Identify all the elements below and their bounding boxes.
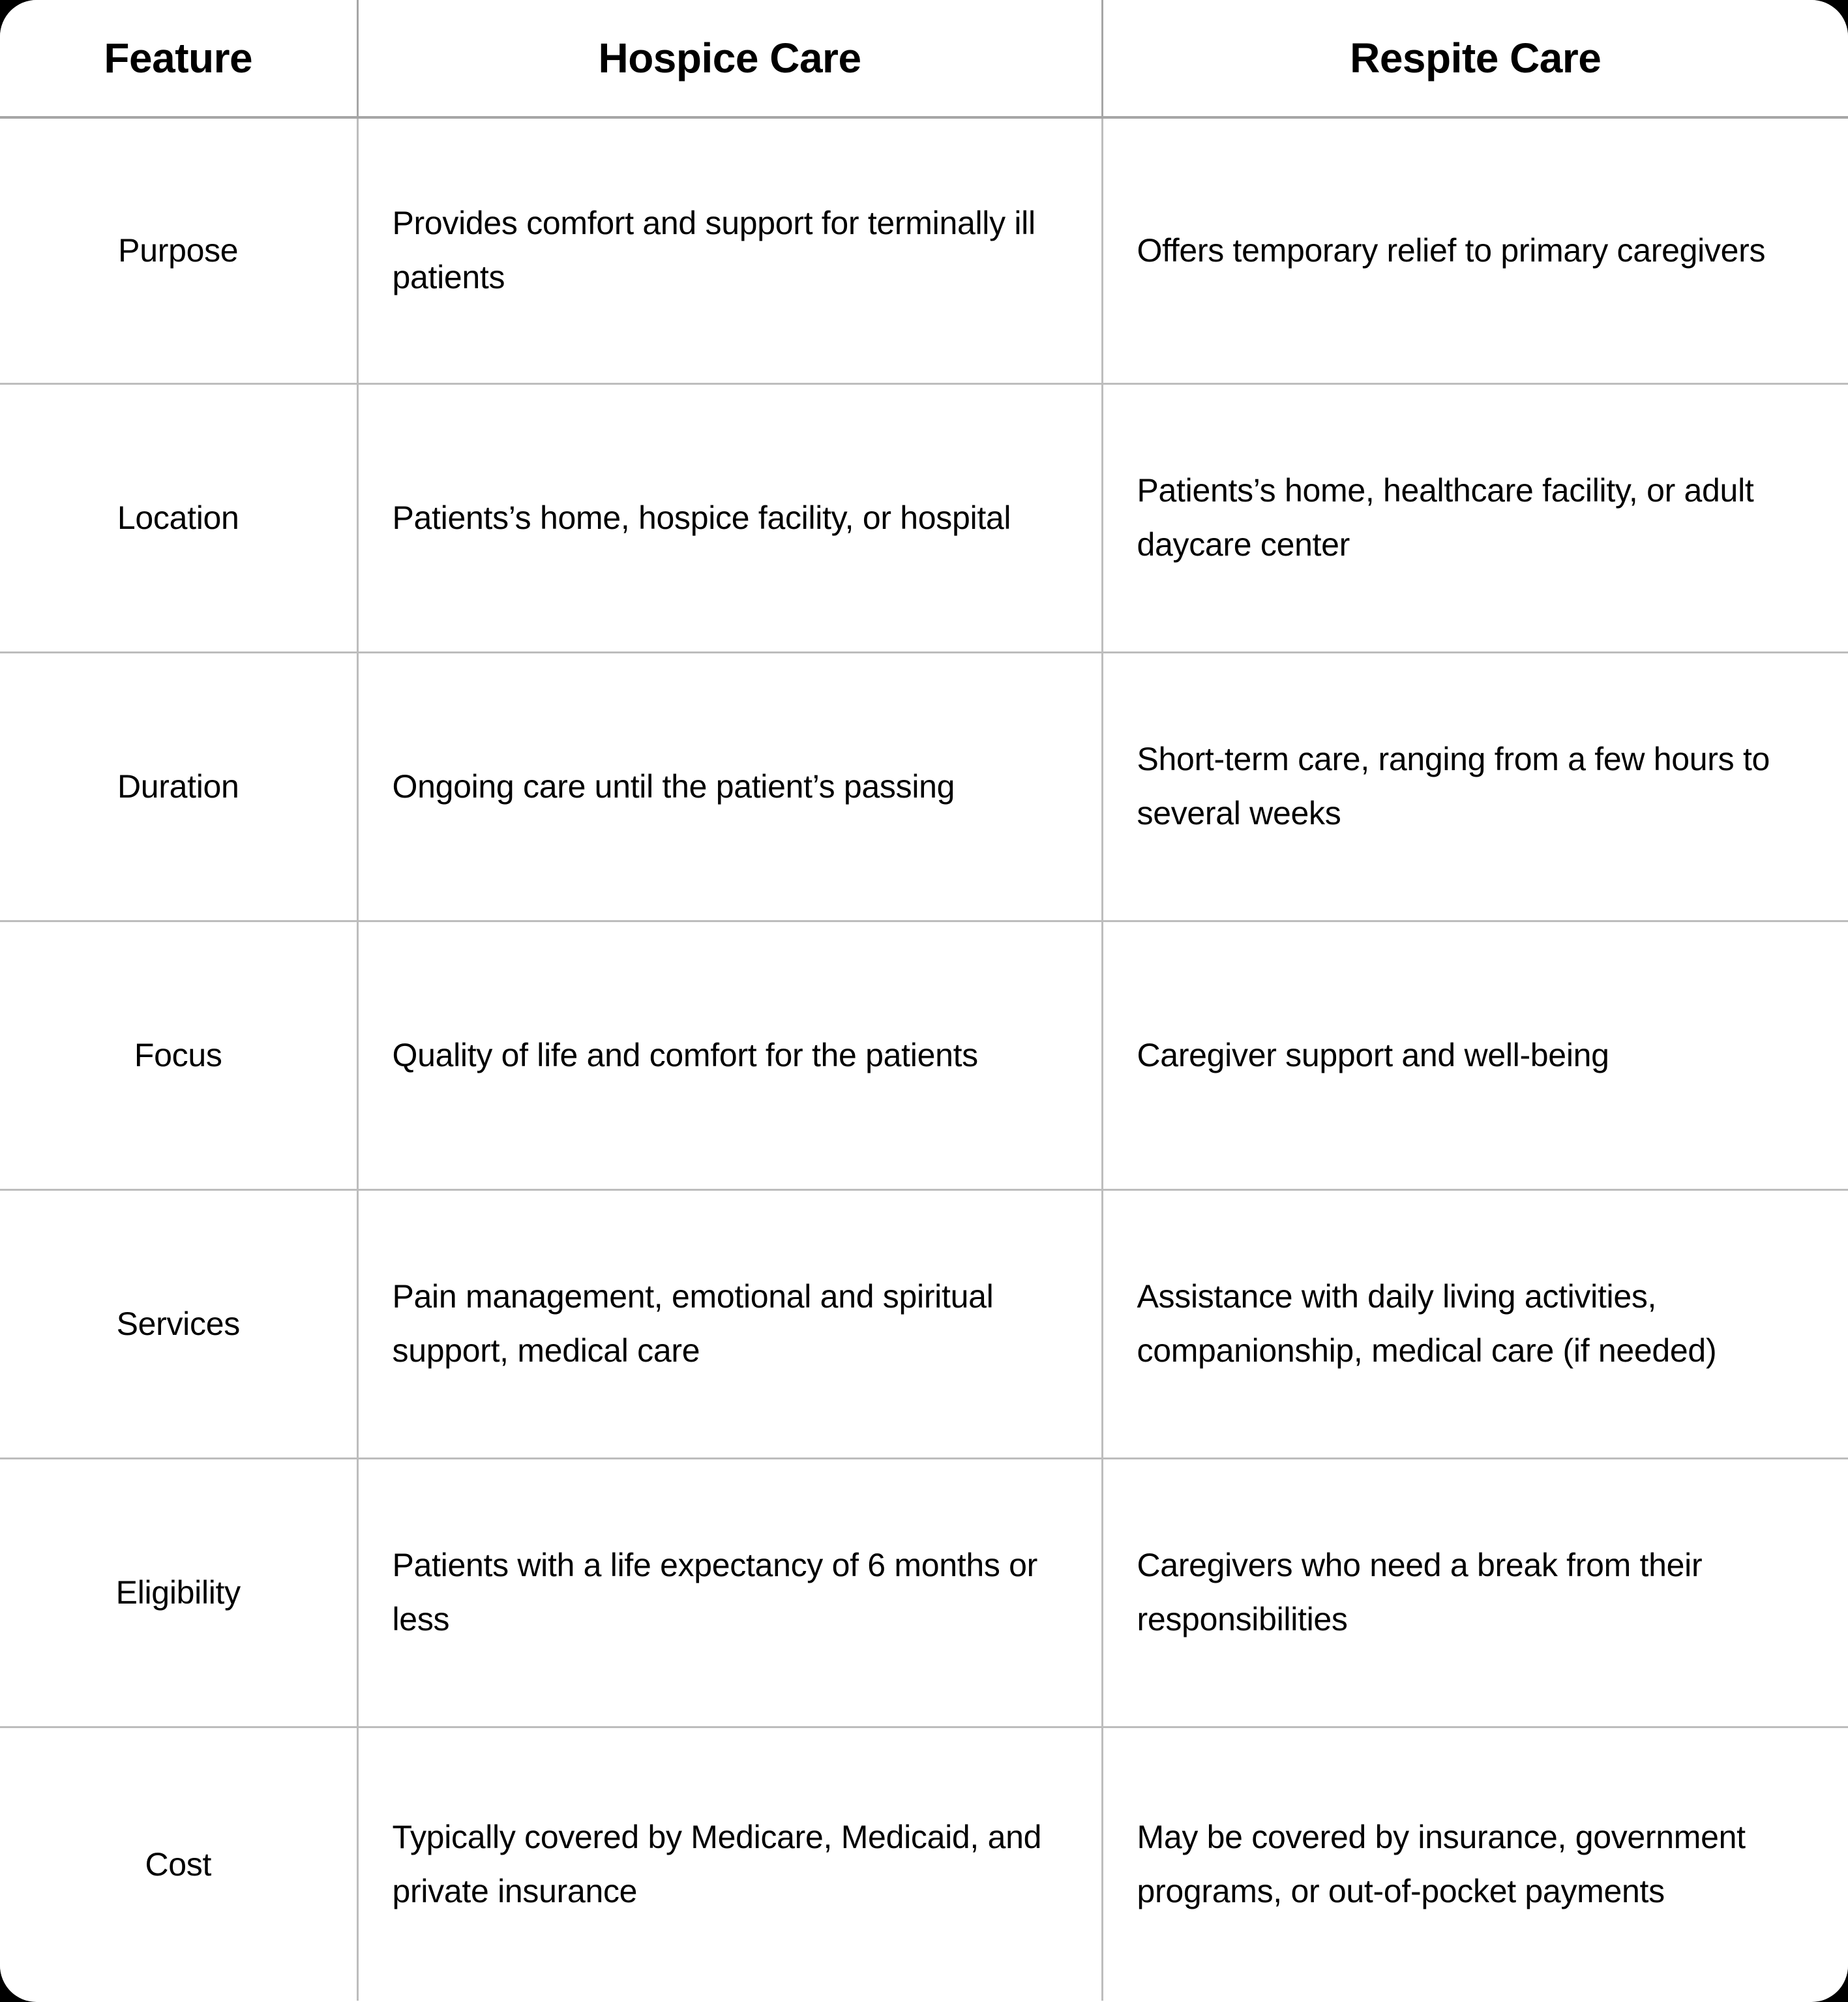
respite-value-services	[1102, 1189, 1848, 1458]
column-header-feature: Feature	[0, 0, 357, 117]
cell-text: Patients’s home, hospice facility, or hospital	[392, 499, 1011, 536]
hospice-value-cost	[357, 1727, 1102, 2001]
table-body	[0, 117, 1848, 2001]
cell-text: Offers temporary relief to primary caregivers	[1137, 232, 1766, 269]
cell-text: Ongoing care until the patient’s passing	[392, 768, 955, 805]
cell-text: Typically covered by Medicare, Medicaid, and private insurance	[392, 1818, 1042, 1909]
hospice-value-focus	[357, 921, 1102, 1189]
respite-value-duration	[1102, 652, 1848, 921]
respite-value-eligibility	[1102, 1458, 1848, 1727]
respite-value-location	[1102, 383, 1848, 652]
hospice-value-services	[357, 1189, 1102, 1458]
cell-text: Provides comfort and support for terminally ill patients	[392, 205, 1036, 296]
table-row	[0, 921, 1848, 1189]
feature-label-eligibility: Eligibility	[0, 1458, 357, 1727]
respite-value-purpose	[1102, 117, 1848, 383]
table-row	[0, 1727, 1848, 2001]
feature-label-purpose: Purpose	[0, 117, 357, 383]
feature-label-focus: Focus	[0, 921, 357, 1189]
table-row	[0, 383, 1848, 652]
cell-text: Caregivers who need a break from their responsibilities	[1137, 1547, 1703, 1637]
cell-text: Assistance with daily living activities, companionship, medical care (if needed)	[1137, 1278, 1717, 1369]
column-header-hospice-care: Hospice Care	[357, 0, 1102, 117]
table-header	[0, 0, 1848, 117]
table-row	[0, 1189, 1848, 1458]
cell-text: Patients’s home, healthcare facility, or adult daycare center	[1137, 472, 1754, 563]
table-row	[0, 117, 1848, 383]
cell-text: Patients with a life expectancy of 6 months or less	[392, 1547, 1037, 1637]
cell-text: Caregiver support and well-being	[1137, 1036, 1609, 1073]
feature-label-cost: Cost	[0, 1727, 357, 2001]
respite-value-focus	[1102, 921, 1848, 1189]
hospice-value-location	[357, 383, 1102, 652]
feature-label-duration: Duration	[0, 652, 357, 921]
feature-label-location: Location	[0, 383, 357, 652]
hospice-value-eligibility	[357, 1458, 1102, 1727]
table-row	[0, 1458, 1848, 1727]
cell-text: Quality of life and comfort for the patients	[392, 1036, 978, 1073]
hospice-value-duration	[357, 652, 1102, 921]
table-row	[0, 652, 1848, 921]
cell-text: Short-term care, ranging from a few hours to several weeks	[1137, 741, 1770, 831]
feature-label-services: Services	[0, 1189, 357, 1458]
hospice-value-purpose	[357, 117, 1102, 383]
cell-text: Pain management, emotional and spiritual support, medical care	[392, 1278, 994, 1369]
respite-value-cost	[1102, 1727, 1848, 2001]
column-header-respite-care: Respite Care	[1102, 0, 1848, 117]
cell-text: May be covered by insurance, government programs, or out-of-pocket payments	[1137, 1818, 1746, 1909]
table-header-row	[0, 0, 1848, 117]
